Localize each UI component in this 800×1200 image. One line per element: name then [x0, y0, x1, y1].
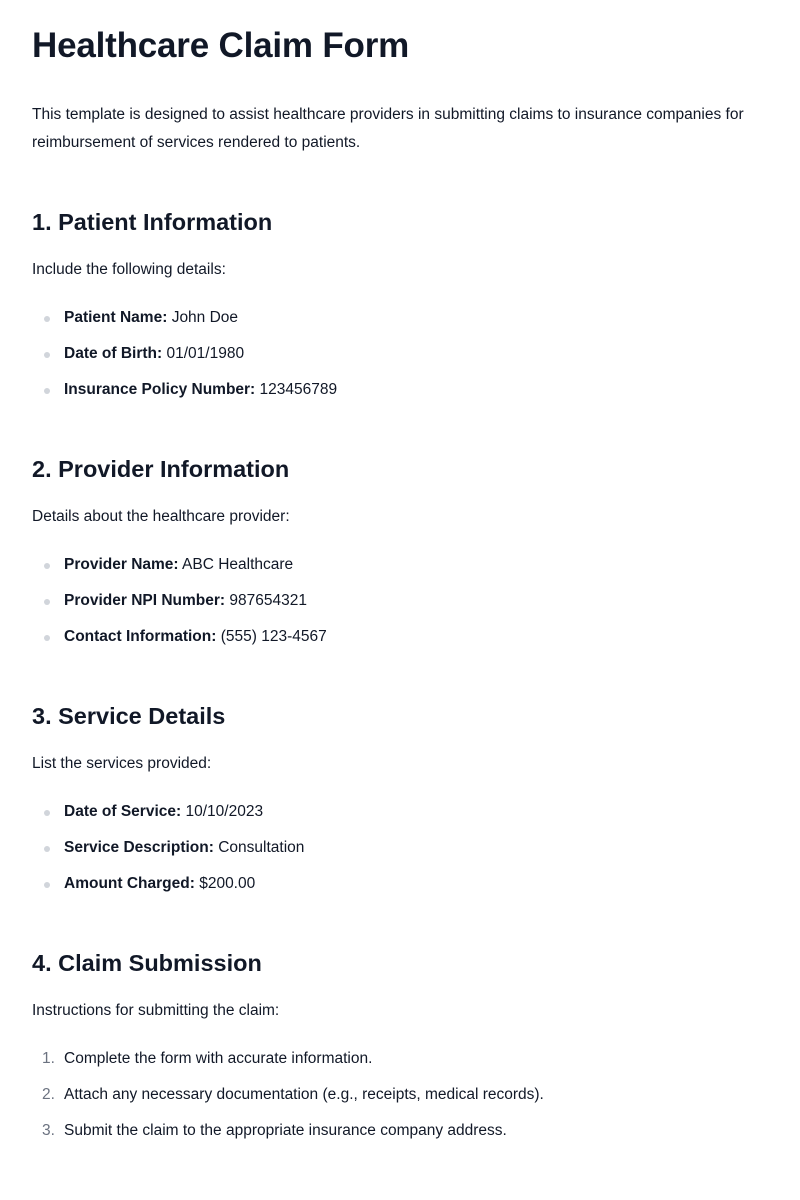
- item-value: (555) 123-4567: [220, 628, 327, 645]
- item-label: Amount Charged:: [64, 875, 195, 892]
- bullet-icon: [44, 810, 50, 816]
- section-lead: Include the following details:: [32, 261, 226, 278]
- step-number: 3.: [42, 1122, 55, 1139]
- list-item: [32, 836, 768, 860]
- page-title: Healthcare Claim Form: [32, 26, 410, 65]
- list-item: [32, 800, 768, 824]
- bullet-icon: [44, 352, 50, 358]
- step-text: Complete the form with accurate information.: [64, 1050, 373, 1067]
- item-value: John Doe: [171, 309, 239, 326]
- bullet-icon: [44, 882, 50, 888]
- detail-list: [32, 800, 768, 896]
- item-label: Insurance Policy Number:: [64, 381, 256, 398]
- section-provider-information: [32, 453, 768, 649]
- item-label: Date of Service:: [64, 803, 182, 820]
- list-item: [32, 625, 768, 649]
- item-value: 123456789: [259, 381, 338, 398]
- item-value: 01/01/1980: [166, 345, 245, 362]
- step-item: [32, 1119, 768, 1143]
- detail-list: [32, 553, 768, 649]
- section-patient-information: [32, 206, 768, 402]
- item-label: Provider NPI Number:: [64, 592, 226, 609]
- item-label: Provider Name:: [64, 556, 179, 573]
- section-heading: 3. Service Details: [32, 703, 226, 729]
- detail-list: [32, 306, 768, 402]
- section-lead: List the services provided:: [32, 755, 212, 772]
- list-item: [32, 553, 768, 577]
- item-value: 10/10/2023: [185, 803, 264, 820]
- list-item: [32, 306, 768, 330]
- section-heading: 4. Claim Submission: [32, 950, 262, 976]
- step-item: [32, 1047, 768, 1071]
- intro-paragraph: This template is designed to assist healthcare providers in submitting claims to insurance companies for reimbursement of services rendered to patients.: [32, 106, 744, 151]
- item-value: 987654321: [229, 592, 307, 609]
- section-lead: Details about the healthcare provider:: [32, 508, 290, 525]
- item-label: Service Description:: [64, 839, 214, 856]
- item-value: ABC Healthcare: [182, 556, 294, 573]
- bullet-icon: [44, 599, 50, 605]
- bullet-icon: [44, 635, 50, 641]
- item-value: Consultation: [218, 839, 305, 856]
- item-label: Contact Information:: [64, 628, 217, 645]
- section-service-details: [32, 700, 768, 896]
- bullet-icon: [44, 388, 50, 394]
- step-number: 1.: [42, 1050, 55, 1067]
- step-number: 2.: [42, 1086, 55, 1103]
- step-text: Attach any necessary documentation (e.g., receipts, medical records).: [64, 1086, 544, 1103]
- section-heading: 1. Patient Information: [32, 209, 273, 235]
- section-lead: Instructions for submitting the claim:: [32, 1002, 280, 1019]
- step-item: [32, 1083, 768, 1107]
- item-label: Patient Name:: [64, 309, 168, 326]
- list-item: [32, 872, 768, 896]
- item-value: $200.00: [199, 875, 256, 892]
- bullet-icon: [44, 846, 50, 852]
- list-item: [32, 589, 768, 613]
- bullet-icon: [44, 316, 50, 322]
- list-item: [32, 378, 768, 402]
- section-claim-submission: [32, 947, 768, 1143]
- step-text: Submit the claim to the appropriate insurance company address.: [64, 1122, 507, 1139]
- item-label: Date of Birth:: [64, 345, 163, 362]
- list-item: [32, 342, 768, 366]
- steps-list: [32, 1047, 768, 1143]
- section-heading: 2. Provider Information: [32, 456, 290, 482]
- bullet-icon: [44, 563, 50, 569]
